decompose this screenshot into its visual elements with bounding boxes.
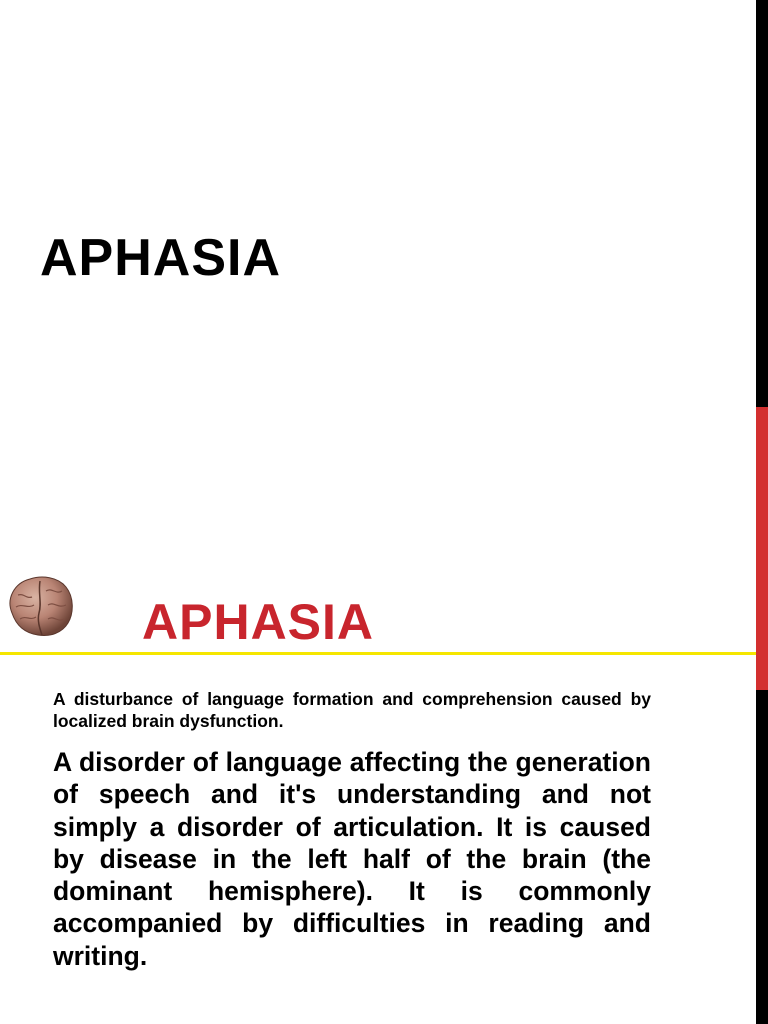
definition-short: A disturbance of language formation and comprehension caused by localized brain dysfunction. — [53, 689, 651, 731]
slide-1-title: APHASIA — [40, 229, 282, 287]
slide-2-title: APHASIA — [142, 594, 375, 650]
right-edge-bar-black-top — [756, 0, 768, 407]
definition-long: A disorder of language affecting the generation of speech and it's understanding and not simply a disorder of articulation. It is caused by disease in the left half of the brain (the dominant hemisphere). It is commonly accompanied by difficulties in reading and writing. — [53, 747, 651, 971]
right-edge-bar-black-bottom — [756, 690, 768, 1024]
brain-icon — [4, 573, 76, 639]
title-underline — [0, 652, 756, 655]
right-edge-bar-red — [756, 407, 768, 690]
